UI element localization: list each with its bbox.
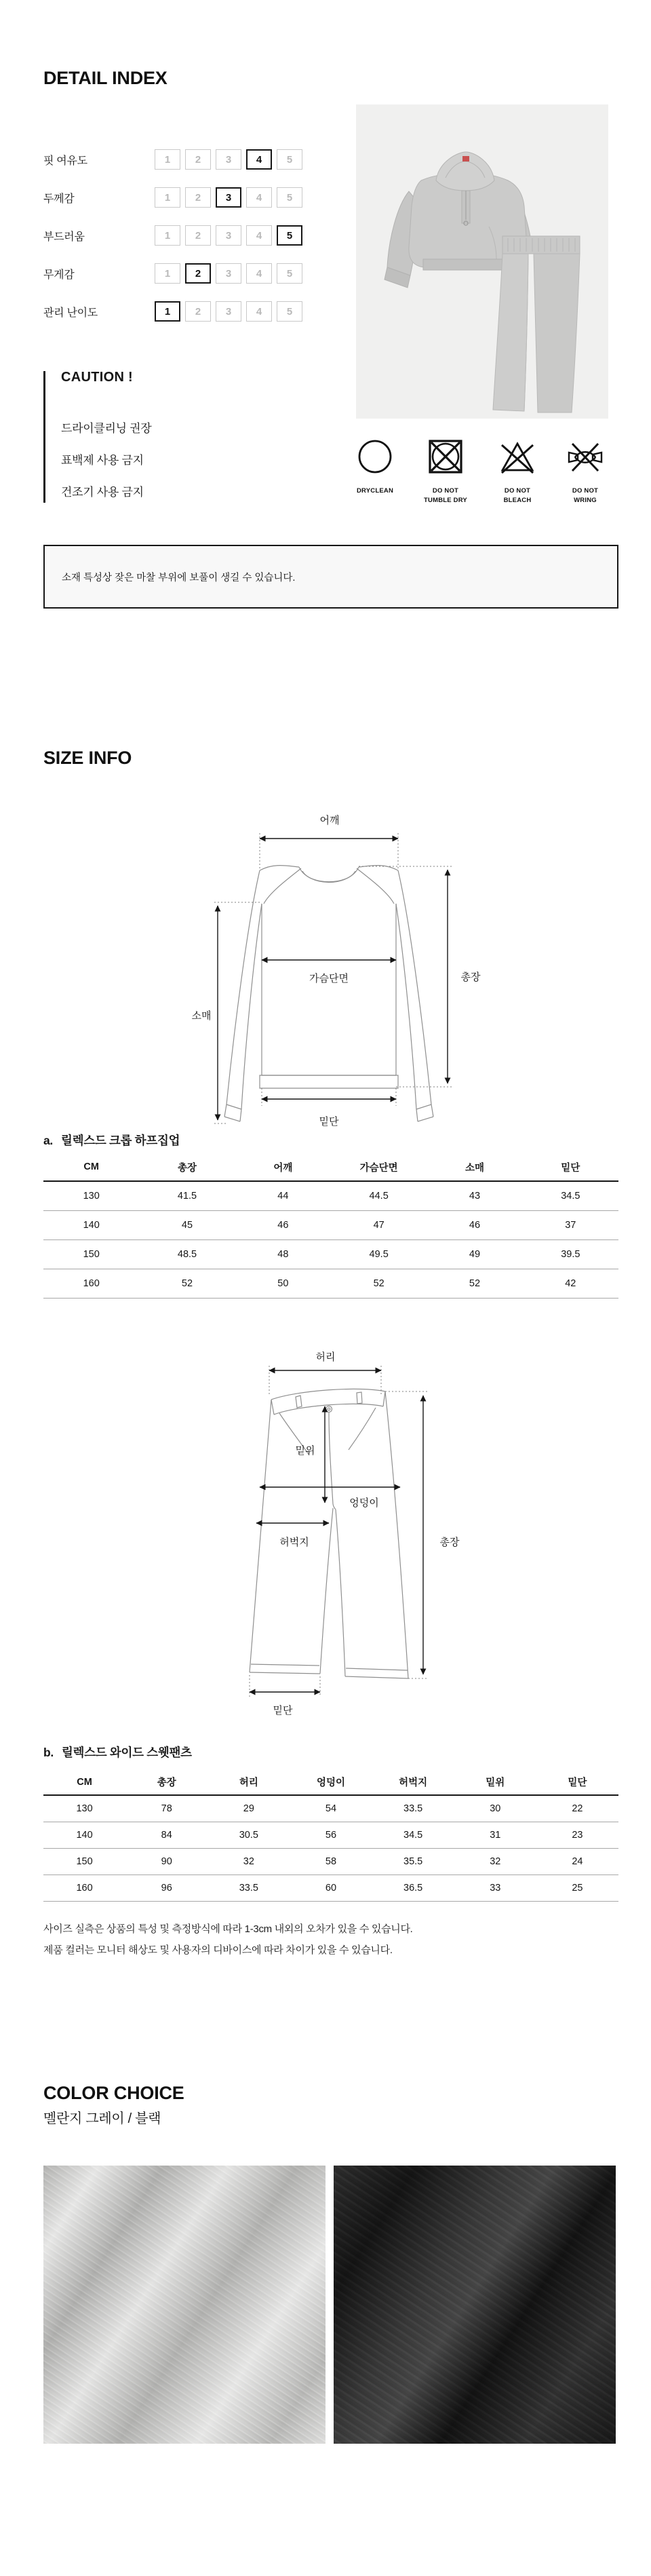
rating-box-3: 3 <box>216 263 241 284</box>
table-cell: 47 <box>373 1220 384 1231</box>
diagram-label-sleeve: 소매 <box>191 1010 212 1022</box>
caution-title: CAUTION ! <box>61 370 134 385</box>
table-header-cell: 엉덩이 <box>316 1777 345 1788</box>
rating-box-3: 3 <box>216 187 241 208</box>
table-cell: 22 <box>572 1803 583 1814</box>
table-header-cell: 밑단 <box>568 1777 587 1788</box>
rating-box-2: 2 <box>185 301 211 322</box>
caution-item: 건조기 사용 금지 <box>61 486 144 499</box>
rating-scale <box>155 301 302 322</box>
table-header-cell: 밑위 <box>486 1777 505 1788</box>
rating-label: 두께감 <box>43 193 75 205</box>
do-not-tumble-dry-icon <box>427 438 465 476</box>
table-header-cell: 가슴단면 <box>359 1162 398 1174</box>
table-cell: 48.5 <box>177 1249 197 1260</box>
table-a-title: a. 릴렉스드 크롭 하프집업 <box>43 1134 180 1147</box>
table-header-cell: 허벅지 <box>399 1777 428 1788</box>
table-cell: 160 <box>76 1883 93 1893</box>
table-cell: 160 <box>83 1278 100 1289</box>
rating-row <box>43 187 328 208</box>
care-symbol-do-not-bleach <box>480 438 555 505</box>
rating-box-1: 1 <box>155 187 180 208</box>
rating-box-4: 4 <box>246 225 272 246</box>
table-cell: 52 <box>373 1278 384 1289</box>
table-header-cell: CM <box>83 1161 99 1172</box>
product-photo <box>356 104 608 419</box>
table-row <box>43 1875 618 1902</box>
table-cell: 23 <box>572 1830 583 1841</box>
table-b-title: b. 릴렉스드 와이드 스웻팬츠 <box>43 1746 192 1759</box>
do-not-wring-icon <box>566 438 604 476</box>
diagram-label-shoulder: 어깨 <box>319 815 340 826</box>
table-cell: 60 <box>325 1883 337 1893</box>
table-cell: 78 <box>161 1803 172 1814</box>
caution-item: 표백제 사용 금지 <box>61 454 144 467</box>
table-cell: 43 <box>469 1191 481 1202</box>
size-notes <box>43 1919 618 1961</box>
table-cell: 150 <box>76 1856 93 1867</box>
rating-box-4: 4 <box>246 301 272 322</box>
diagram-label-rise: 밑위 <box>295 1445 315 1457</box>
rating-scale <box>155 149 302 170</box>
product-photo-illustration <box>356 104 608 419</box>
table-cell: 25 <box>572 1883 583 1893</box>
rating-box-1: 1 <box>155 225 180 246</box>
table-cell: 49.5 <box>369 1249 389 1260</box>
table-cell: 150 <box>83 1249 100 1260</box>
rating-box-5: 5 <box>277 263 302 284</box>
size-note: 사이즈 실측은 상품의 특성 및 측정방식에 따라 1-3cm 내외의 오차가 있을 수 있습니다. <box>43 1923 413 1935</box>
table-cell: 36.5 <box>403 1883 423 1893</box>
table-header-cell: 총장 <box>177 1162 197 1174</box>
rating-scale <box>155 225 302 246</box>
rating-box-4: 4 <box>246 263 272 284</box>
care-label: DRYCLEAN <box>356 487 394 495</box>
table-cell: 30 <box>490 1803 501 1814</box>
table-row <box>43 1849 618 1875</box>
table-header-cell: 어깨 <box>273 1162 293 1174</box>
table-header-row <box>43 1769 618 1796</box>
material-notice-text: 소재 특성상 잦은 마찰 부위에 보풀이 생길 수 있습니다. <box>62 572 296 583</box>
table-cell: 56 <box>325 1830 337 1841</box>
rating-box-5: 5 <box>277 187 302 208</box>
table-cell: 50 <box>277 1278 289 1289</box>
rating-label: 부드러움 <box>43 231 85 243</box>
care-label: DO NOT WRING <box>572 487 599 504</box>
caution-item: 드라이클리닝 권장 <box>61 422 152 435</box>
table-cell: 130 <box>76 1803 93 1814</box>
table-cell: 30.5 <box>239 1830 258 1841</box>
rating-scale <box>155 263 302 284</box>
rating-row <box>43 301 328 322</box>
rating-row <box>43 263 328 284</box>
color-choice-subtitle: 멜란지 그레이 / 블랙 <box>43 2111 161 2126</box>
rating-list <box>43 149 328 339</box>
pants-measurement-diagram <box>170 1347 481 1727</box>
care-symbol-do-not-wring <box>548 438 623 505</box>
table-cell: 34.5 <box>561 1191 580 1202</box>
rating-box-2: 2 <box>185 149 211 170</box>
table-cell: 39.5 <box>561 1249 580 1260</box>
material-notice-box <box>43 545 618 609</box>
diagram-label-hem: 밑단 <box>319 1116 339 1128</box>
table-cell: 42 <box>565 1278 576 1289</box>
rating-row <box>43 225 328 246</box>
rating-label: 무게감 <box>43 269 75 281</box>
table-cell: 44.5 <box>369 1191 389 1202</box>
rating-box-3: 3 <box>216 225 241 246</box>
table-a-prefix: a. <box>43 1134 53 1147</box>
table-header-cell: 밑단 <box>561 1162 580 1174</box>
care-symbol-do-not-tumble-dry <box>408 438 483 505</box>
table-header-row <box>43 1153 618 1182</box>
rating-label: 관리 난이도 <box>43 307 98 319</box>
table-cell: 90 <box>161 1856 172 1867</box>
table-row <box>43 1796 618 1822</box>
care-symbol-dryclean <box>338 438 412 496</box>
rating-box-5: 5 <box>277 225 302 246</box>
table-cell: 130 <box>83 1191 100 1202</box>
table-cell: 33.5 <box>239 1883 258 1893</box>
caution-accent-bar <box>43 371 45 503</box>
table-row <box>43 1269 618 1299</box>
table-cell: 41.5 <box>177 1191 197 1202</box>
diagram-label-hip: 엉덩이 <box>349 1497 379 1509</box>
care-label: DO NOT BLEACH <box>503 487 532 504</box>
color-choice-title: COLOR CHOICE <box>43 2083 184 2104</box>
table-cell: 54 <box>325 1803 337 1814</box>
rating-box-1: 1 <box>155 263 180 284</box>
table-b-prefix: b. <box>43 1746 54 1759</box>
fabric-swatch-black <box>334 2166 616 2444</box>
diagram-label-waist: 허리 <box>315 1351 336 1363</box>
rating-box-5: 5 <box>277 301 302 322</box>
table-cell: 84 <box>161 1830 172 1841</box>
size-table-top <box>43 1153 618 1299</box>
table-cell: 49 <box>469 1249 481 1260</box>
top-measurement-diagram <box>183 807 495 1133</box>
rating-box-1: 1 <box>155 301 180 322</box>
detail-index-title: DETAIL INDEX <box>43 68 167 89</box>
rating-box-2: 2 <box>185 263 211 284</box>
dryclean-icon <box>356 438 394 476</box>
diagram-label-chest: 가슴단면 <box>309 973 349 984</box>
caution-block <box>43 370 288 505</box>
table-cell: 140 <box>83 1220 100 1231</box>
rating-box-3: 3 <box>216 149 241 170</box>
table-header-cell: CM <box>77 1776 92 1788</box>
table-cell: 48 <box>277 1249 289 1260</box>
rating-box-2: 2 <box>185 187 211 208</box>
table-cell: 34.5 <box>403 1830 423 1841</box>
rating-label: 핏 여유도 <box>43 155 87 167</box>
rating-box-1: 1 <box>155 149 180 170</box>
table-cell: 35.5 <box>403 1856 423 1867</box>
table-cell: 140 <box>76 1830 93 1841</box>
table-row <box>43 1240 618 1269</box>
table-cell: 33 <box>490 1883 501 1893</box>
table-cell: 44 <box>277 1191 289 1202</box>
table-cell: 96 <box>161 1883 172 1893</box>
table-cell: 24 <box>572 1856 583 1867</box>
table-row <box>43 1822 618 1849</box>
table-cell: 46 <box>469 1220 481 1231</box>
table-cell: 52 <box>181 1278 193 1289</box>
table-cell: 33.5 <box>403 1803 423 1814</box>
table-cell: 29 <box>243 1803 254 1814</box>
rating-box-3: 3 <box>216 301 241 322</box>
size-note: 제품 컬러는 모니터 해상도 및 사용자의 디바이스에 따라 차이가 있을 수 있습니다. <box>43 1944 393 1956</box>
table-cell: 31 <box>490 1830 501 1841</box>
rating-scale <box>155 187 302 208</box>
table-row <box>43 1211 618 1240</box>
table-row <box>43 1182 618 1211</box>
rating-row <box>43 149 328 170</box>
table-cell: 52 <box>469 1278 481 1289</box>
rating-box-4: 4 <box>246 187 272 208</box>
do-not-bleach-icon <box>498 438 536 476</box>
table-header-cell: 총장 <box>157 1777 176 1788</box>
table-cell: 45 <box>181 1220 193 1231</box>
care-label: DO NOT TUMBLE DRY <box>424 487 467 504</box>
diagram-label-total-length: 총장 <box>460 972 481 983</box>
diagram-label-total-length: 총장 <box>439 1537 460 1548</box>
table-cell: 37 <box>565 1220 576 1231</box>
fabric-swatch-melange-gray <box>43 2166 326 2444</box>
size-table-pants <box>43 1769 618 1902</box>
diagram-label-hem: 밑단 <box>273 1705 293 1716</box>
rating-box-4: 4 <box>246 149 272 170</box>
rating-box-2: 2 <box>185 225 211 246</box>
table-cell: 32 <box>490 1856 501 1867</box>
table-cell: 58 <box>325 1856 337 1867</box>
table-cell: 46 <box>277 1220 289 1231</box>
table-header-cell: 허리 <box>239 1777 258 1788</box>
size-info-title: SIZE INFO <box>43 748 132 769</box>
diagram-label-thigh: 허벅지 <box>279 1537 309 1548</box>
table-cell: 32 <box>243 1856 254 1867</box>
rating-box-5: 5 <box>277 149 302 170</box>
table-header-cell: 소매 <box>465 1162 484 1174</box>
